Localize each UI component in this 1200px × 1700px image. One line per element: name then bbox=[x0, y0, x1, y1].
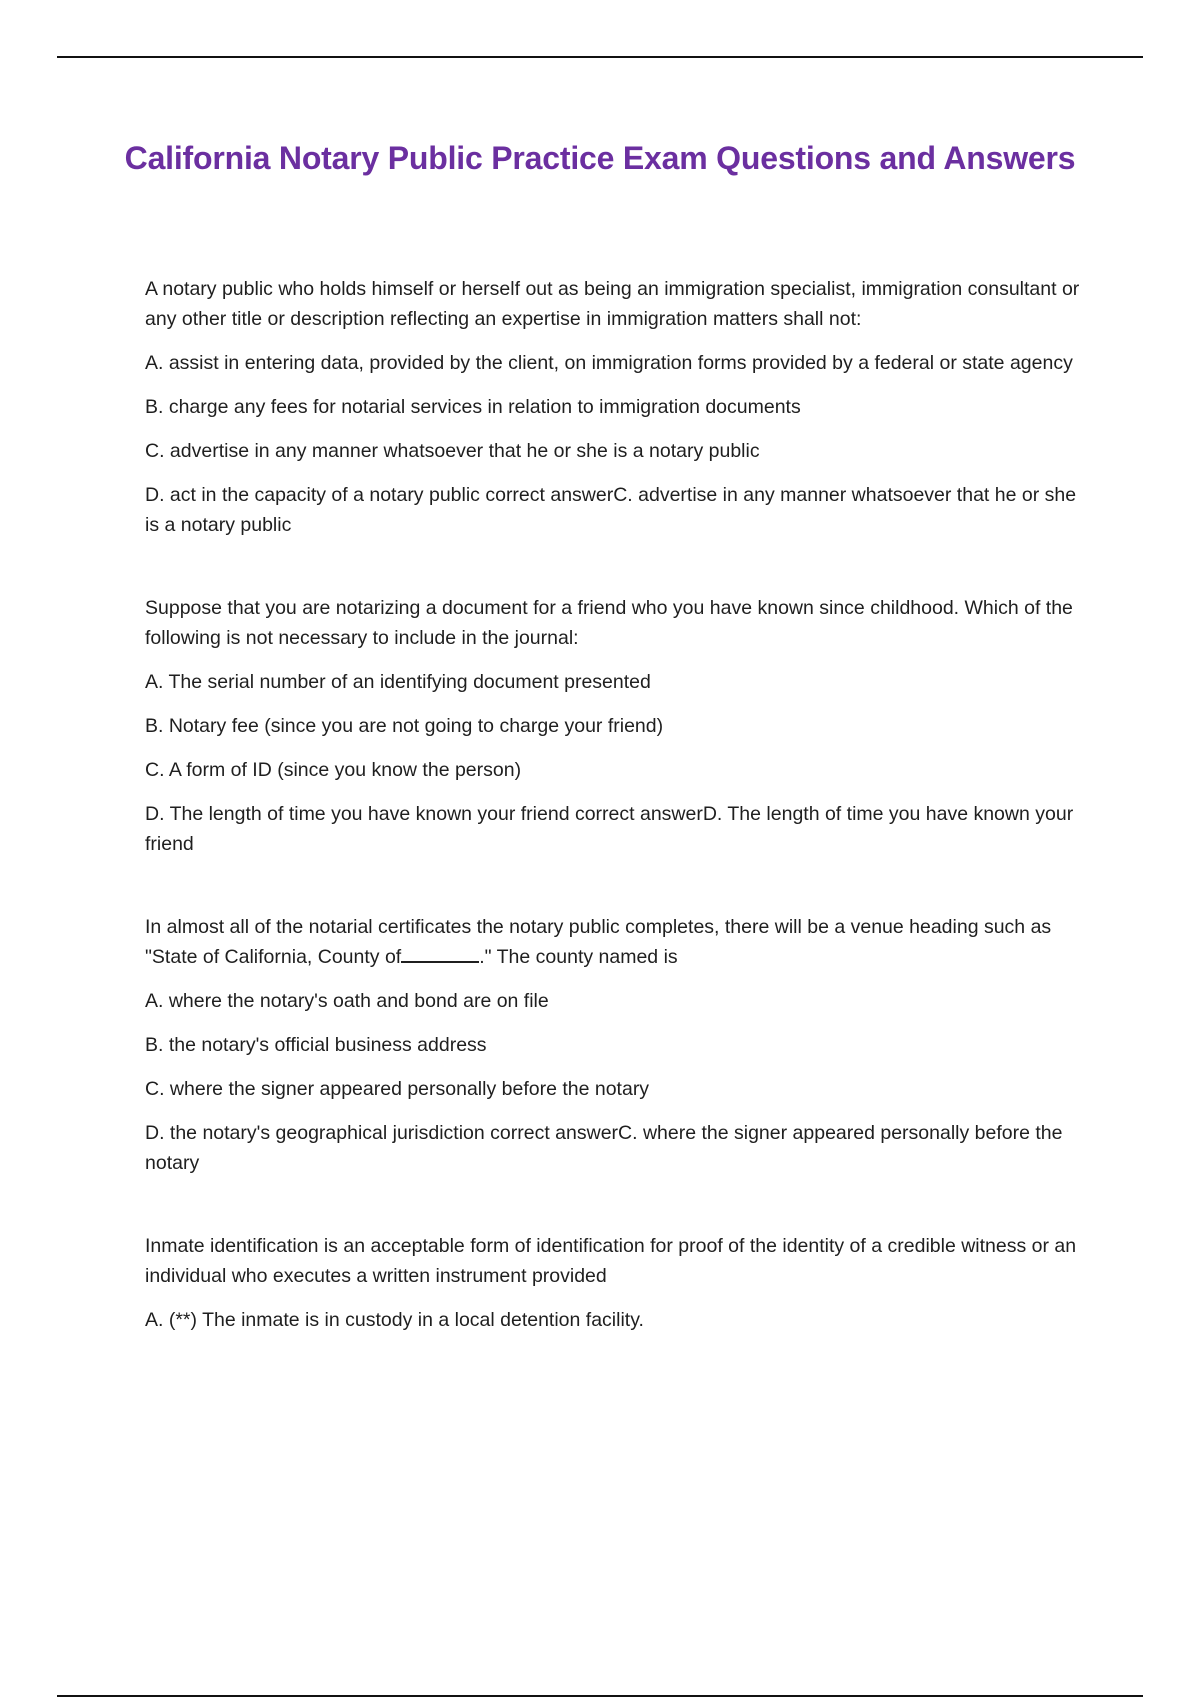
option-d-with-answer: D. act in the capacity of a notary public correct answerC. advertise in any manner whatsoever that he or she is a notary public bbox=[145, 484, 1077, 536]
question-4 bbox=[145, 1231, 1095, 1335]
questions-container bbox=[145, 274, 1095, 1335]
question-text: Suppose that you are notarizing a document for a friend who you have known since childhood. Which of the following is not necessary to include in the journal: bbox=[145, 597, 1073, 649]
document-title: California Notary Public Practice Exam Questions and Answers bbox=[124, 140, 1076, 176]
option-a: A. (**) The inmate is in custody in a local detention facility. bbox=[145, 1309, 644, 1331]
option-c: C. A form of ID (since you know the person) bbox=[145, 759, 522, 781]
question-3 bbox=[145, 912, 1095, 1178]
option-c: C. where the signer appeared personally before the notary bbox=[145, 1078, 650, 1100]
question-text bbox=[145, 912, 1095, 972]
top-rule bbox=[57, 56, 1143, 58]
question-text: Inmate identification is an acceptable form of identification for proof of the identity of a credible witness or an individual who executes a written instrument provided bbox=[145, 1235, 1077, 1287]
option-b: B. the notary's official business address bbox=[145, 1034, 487, 1056]
option-d-with-answer: D. The length of time you have known your friend correct answerD. The length of time you have known your friend bbox=[145, 803, 1074, 855]
option-c: C. advertise in any manner whatsoever that he or she is a notary public bbox=[145, 440, 760, 462]
option-a: A. The serial number of an identifying document presented bbox=[145, 671, 651, 693]
fill-in-blank-line bbox=[401, 943, 479, 963]
option-b: B. charge any fees for notarial services in relation to immigration documents bbox=[145, 396, 801, 418]
option-a: A. where the notary's oath and bond are on file bbox=[145, 990, 549, 1012]
question-text-after-blank: ." The county named is bbox=[479, 946, 678, 968]
option-a: A. assist in entering data, provided by the client, on immigration forms provided by a federal or state agency bbox=[145, 352, 1073, 374]
question-text-before-blank: In almost all of the notarial certificates the notary public completes, there will be a venue heading such as "State of California, County of bbox=[145, 916, 1052, 968]
question-1 bbox=[145, 274, 1095, 540]
question-text: A notary public who holds himself or herself out as being an immigration specialist, immigration consultant or any other title or description reflecting an expertise in immigration matters shall not: bbox=[145, 278, 1080, 330]
question-2 bbox=[145, 593, 1095, 859]
bottom-rule bbox=[57, 1695, 1143, 1697]
option-b: B. Notary fee (since you are not going to charge your friend) bbox=[145, 715, 664, 737]
option-d-with-answer: D. the notary's geographical jurisdiction correct answerC. where the signer appeared personally before the notary bbox=[145, 1122, 1063, 1174]
